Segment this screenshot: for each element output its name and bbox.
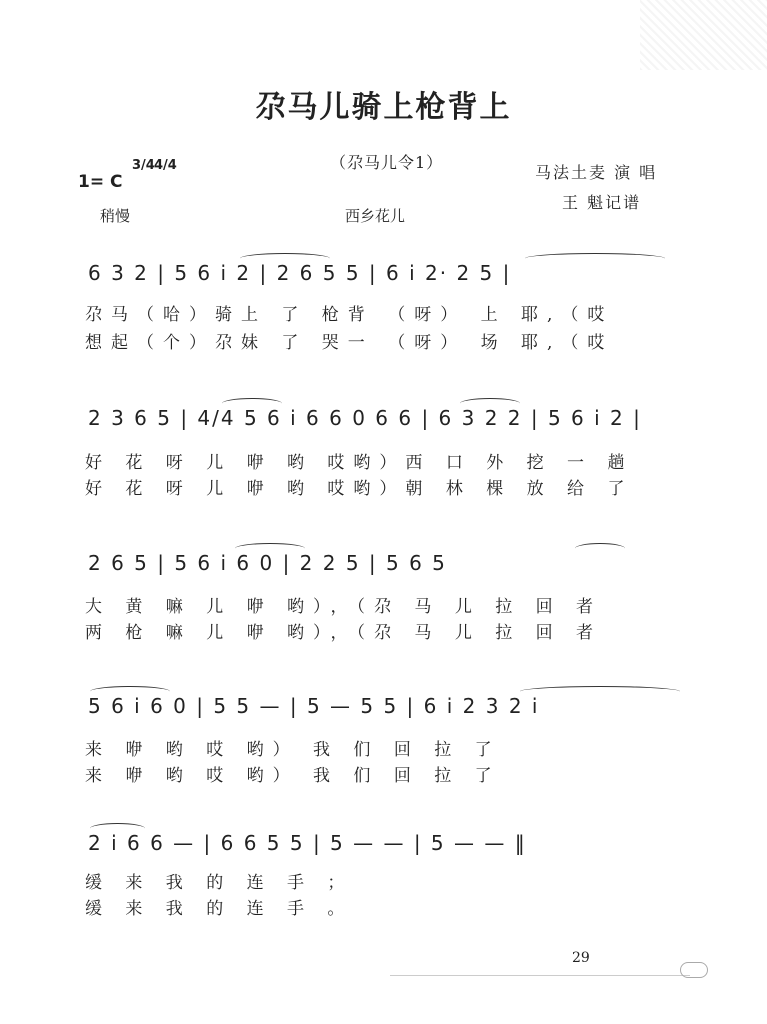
key-signature: 1= C — [78, 172, 123, 192]
lyric-line: 好 花 呀 儿 咿 哟 哎哟）朝 林 棵 放 给 了 — [85, 479, 634, 499]
time-signatures — [132, 158, 177, 192]
slur-mark — [520, 686, 680, 697]
notation-line: 2 i 6 6 — | 6 6 5 5 | 5 — — | 5 — — ‖ — [88, 831, 527, 855]
notation-line: 5 6 i 6 0 | 5 5 — | 5 — 5 5 | 6 i 2 3 2 i — [88, 694, 540, 718]
lyric-line: 大 黄 嘛 儿 咿 哟），（尕 马 儿 拉 回 者 — [85, 597, 603, 617]
singer-credit: 马法土麦 演 唱 — [535, 163, 658, 182]
notation-line: 2 6 5 | 5 6 i 6 0 | 2 2 5 | 5 6 5 — [88, 551, 447, 575]
tempo-marking: 稍慢 — [100, 207, 131, 225]
slur-mark — [90, 686, 170, 697]
lyric-line: 缓 来 我 的 连 手 。 — [85, 899, 354, 919]
meter-first: 3/4 — [132, 158, 155, 173]
slur-mark — [222, 398, 282, 409]
footer-divider — [390, 975, 690, 976]
lyric-line: 来 咿 哟 哎 哟） 我 们 回 拉 了 — [85, 740, 501, 760]
notation-line: 2 3 6 5 | 4/4 5 6 i 6 6 0 6 6 | 6 3 2 2 | 5 6 i 2 | — [88, 406, 642, 430]
slur-mark — [460, 398, 520, 409]
slur-mark — [90, 823, 145, 834]
song-title: 尕马儿骑上枪背上 — [255, 90, 512, 125]
lyric-line: 两 枪 嘛 儿 咿 哟），（尕 马 儿 拉 回 者 — [85, 623, 603, 643]
lyric-line: 尕马（哈）骑上 了 枪背 （呀） 上 耶,（哎 — [85, 305, 614, 325]
slur-mark — [235, 543, 305, 554]
slur-mark — [575, 543, 625, 554]
notation-line: 6 3 2 | 5 6 i 2 | 2 6 5 5 | 6 i 2· 2 5 | — [88, 261, 512, 285]
footer-ornament-icon — [680, 962, 708, 978]
song-subtitle: （尕马儿令1） — [330, 153, 444, 172]
transcriber-credit: 王 魁记谱 — [562, 193, 642, 212]
slur-mark — [525, 253, 665, 264]
meter-second: 4/4 — [154, 158, 177, 173]
lyric-line: 来 咿 哟 哎 哟） 我 们 回 拉 了 — [85, 766, 501, 786]
lyric-line: 想起（个）尕妹 了 哭一 （呀） 场 耶,（哎 — [85, 333, 614, 353]
page-number: 29 — [572, 950, 590, 966]
slur-mark — [240, 253, 330, 264]
lyric-line: 缓 来 我 的 连 手 ； — [85, 873, 354, 893]
lyric-line: 好 花 呀 儿 咿 哟 哎哟）西 口 外 挖 一 趟 — [85, 453, 634, 473]
corner-decoration — [640, 0, 767, 70]
region-label: 西乡花儿 — [345, 207, 406, 225]
